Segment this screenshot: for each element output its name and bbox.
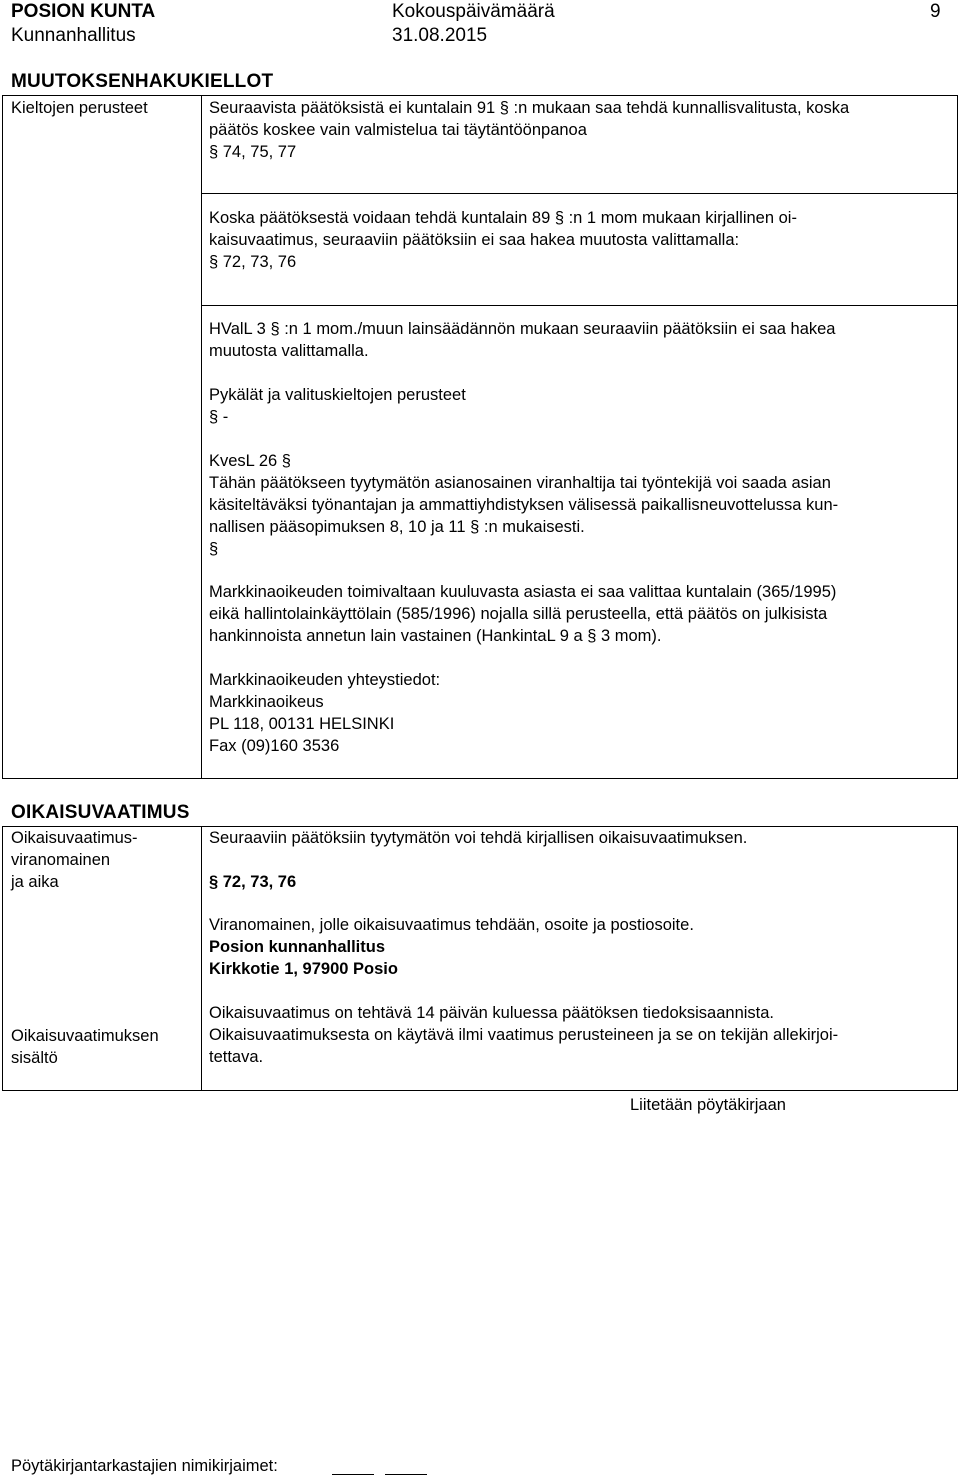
section2-divider xyxy=(201,826,202,1091)
left-label-oikaisuvaatimuksen-sisalto xyxy=(11,1025,201,1069)
attachment-note: Liitetään pöytäkirjaan xyxy=(630,1096,786,1114)
row-divider-2 xyxy=(201,305,958,306)
date-label: Kokouspäivämäärä xyxy=(392,1,555,22)
section-title-oikaisuvaatimus: OIKAISUVAATIMUS xyxy=(11,802,190,823)
text-line: Markkinaoikeuden yhteystiedot: xyxy=(209,671,441,689)
org-name: POSION KUNTA xyxy=(11,1,156,22)
block-maaraika-sisalto xyxy=(209,1002,949,1068)
text-line: Fax (09)160 3536 xyxy=(209,737,340,755)
text-line: kaisuvaatimus, seuraaviin päätöksiin ei saa hakea muutosta valittamalla: xyxy=(209,231,740,249)
text-line: Tähän päätökseen tyytymätön asianosainen viranhaltija tai työntekijä voi saada asian xyxy=(209,474,831,492)
block-viranomainen xyxy=(209,914,949,980)
text-line: sisältö xyxy=(11,1049,58,1067)
authority-name: Posion kunnanhallitus xyxy=(209,938,386,956)
text-line: Oikaisuvaatimus- xyxy=(11,829,138,847)
text-line: HValL 3 § :n 1 mom./muun lainsäädännön mukaan seuraaviin päätöksiin ei saa hakea xyxy=(209,320,836,338)
text-line: PL 118, 00131 HELSINKI xyxy=(209,715,395,733)
text-line: Seuraaviin päätöksiin tyytymätön voi tehdä kirjallisen oikaisuvaatimuksen. xyxy=(209,829,748,847)
row-divider-1 xyxy=(201,193,958,194)
text-line: päätös koskee vain valmistelua tai täytäntöönpanoa xyxy=(209,121,587,139)
section-refs: § 74, 75, 77 xyxy=(209,143,297,161)
text-line: Viranomainen, jolle oikaisuvaatimus tehdään, osoite ja postiosoite. xyxy=(209,916,694,934)
block-kvesl xyxy=(209,450,949,560)
initials-line-1 xyxy=(332,1474,374,1475)
block-markkinaoikeus-yhteystiedot xyxy=(209,669,949,757)
block-hvall xyxy=(209,318,949,428)
block-kunnallisvalitus xyxy=(209,97,949,163)
text-line: eikä hallintolainkäyttölain (585/1996) nojalla sillä perusteella, että päätös on julkisista xyxy=(209,605,828,623)
text-line: hankinnoista annetun lain vastainen (HankintaL 9 a § 3 mom). xyxy=(209,627,662,645)
section-refs: § 72, 73, 76 xyxy=(209,253,297,271)
text-line: Markkinaoikeus xyxy=(209,693,324,711)
text-line: Seuraavista päätöksistä ei kuntalain 91 § :n mukaan saa tehdä kunnallisvalitusta, koska xyxy=(209,99,850,117)
block-oikaisuvaatimus-intro xyxy=(209,827,949,893)
text-line: Markkinaoikeuden toimivaltaan kuuluvasta asiasta ei saa valittaa kuntalain (365/1995) xyxy=(209,583,837,601)
section-title-muutoksenhakukiellot: MUUTOKSENHAKUKIELLOT xyxy=(11,71,274,92)
left-label-kieltojen-perusteet: Kieltojen perusteet xyxy=(11,99,148,117)
text-line: muutosta valittamalla. xyxy=(209,342,369,360)
block-oikaisuvaatimus-kielto xyxy=(209,207,949,273)
text-line: nallisen pääsopimuksen 8, 10 ja 11 § :n mukaisesti. xyxy=(209,518,585,536)
authority-address: Kirkkotie 1, 97900 Posio xyxy=(209,960,398,978)
text-line: ja aika xyxy=(11,873,59,891)
text-line: tettava. xyxy=(209,1048,264,1066)
text-line: Oikaisuvaatimuksesta on käytävä ilmi vaatimus perusteineen ja se on tekijän allekirjoi- xyxy=(209,1026,839,1044)
section1-divider xyxy=(201,95,202,779)
meeting-date: 31.08.2015 xyxy=(392,25,488,46)
initials-line-2 xyxy=(385,1474,427,1475)
text-line: Oikaisuvaatimuksen xyxy=(11,1027,159,1045)
text-line: § - xyxy=(209,408,229,426)
text-line: käsiteltäväksi työnantajan ja ammattiyhdistyksen välisessä paikallisneuvottelussa kun- xyxy=(209,496,839,514)
text-line: Pykälät ja valituskieltojen perusteet xyxy=(209,386,466,404)
text-line: KvesL 26 § xyxy=(209,452,291,470)
block-markkinaoikeus xyxy=(209,581,949,647)
section-refs: § 72, 73, 76 xyxy=(209,873,297,891)
footer-signature-label: Pöytäkirjantarkastajien nimikirjaimet: xyxy=(11,1457,278,1475)
text-line: § xyxy=(209,540,219,558)
text-line: Oikaisuvaatimus on tehtävä 14 päivän kuluessa päätöksen tiedoksisaannista. xyxy=(209,1004,775,1022)
page-number: 9 xyxy=(930,1,941,22)
text-line: Koska päätöksestä voidaan tehdä kuntalain 89 § :n 1 mom mukaan kirjallinen oi- xyxy=(209,209,797,227)
body-name: Kunnanhallitus xyxy=(11,25,136,46)
text-line: viranomainen xyxy=(11,851,111,869)
left-label-oikaisuvaatimusviranomainen xyxy=(11,827,201,893)
